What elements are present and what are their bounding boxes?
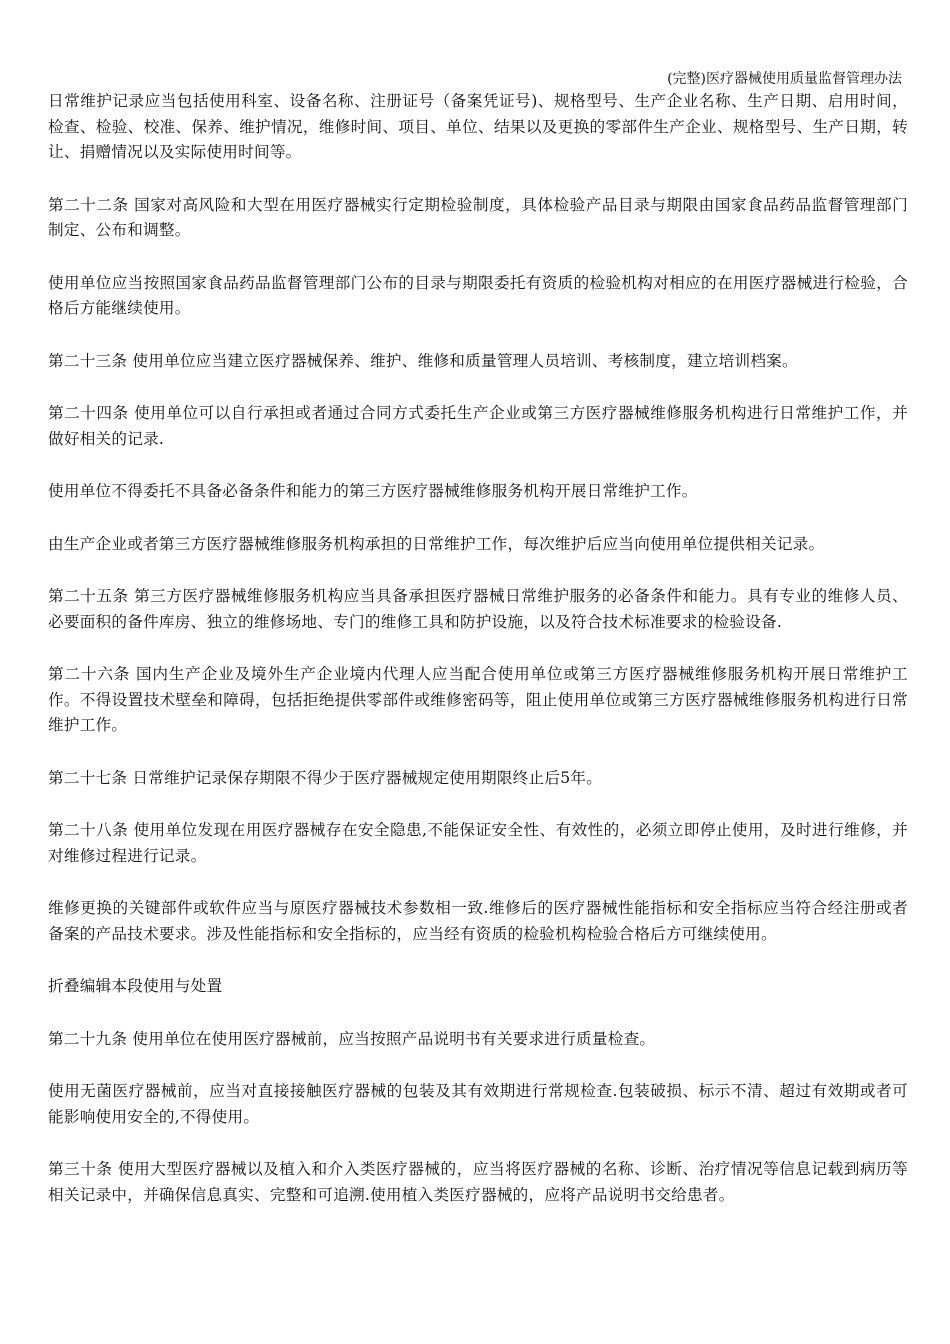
article-26: 第二十六条 国内生产企业及境外生产企业境内代理人应当配合使用单位或第三方医疗器械维修服务机构开展日常维护工作。不得设置技术壁垒和障碍，包括拒绝提供零部件或维修密码等，阻止使用单位或第三方医疗器械维修服务机构进行日常维护工作。 [48, 665, 908, 734]
article-23: 第二十三条 使用单位应当建立医疗器械保养、维护、维修和质量管理人员培训、考核制度，建立培训档案。 [48, 351, 798, 370]
article-29: 第二十九条 使用单位在使用医疗器械前，应当按照产品说明书有关要求进行质量检查。 [48, 1029, 656, 1048]
paragraph-maintenance-record-contents: 日常维护记录应当包括使用科室、设备名称、注册证号（备案凭证号)、规格型号、生产企业名称、生产日期、启用时间，检查、检验、校准、保养、维护情况，维修时间、项目、单位、结果以及更换的零部件生产企业、规格型号、生产日期，转让、捐赠情况以及实际使用时间等。 [48, 92, 908, 161]
article-22: 第二十二条 国家对高风险和大型在用医疗器械实行定期检验制度，具体检验产品目录与期限由国家食品药品监督管理部门制定、公布和调整。 [48, 195, 908, 239]
paragraph-sterile-device-check: 使用无菌医疗器械前，应当对直接接触医疗器械的包装及其有效期进行常规检查.包装破损、标示不清、超过有效期或者可能影响使用安全的,不得使用。 [48, 1082, 908, 1126]
paragraph-periodic-inspection: 使用单位应当按照国家食品药品监督管理部门公布的目录与期限委托有资质的检验机构对相应的在用医疗器械进行检验，合格后方能继续使用。 [48, 273, 908, 317]
running-header: (完整)医疗器械使用质量监督管理办法 [667, 71, 902, 87]
article-30: 第三十条 使用大型医疗器械以及植入和介入类医疗器械的，应当将医疗器械的名称、诊断、治疗情况等信息记载到病历等相关记录中，并确保信息真实、完整和可追溯.使用植入类医疗器械的，应将产品说明书交给患者。 [48, 1160, 908, 1204]
article-24: 第二十四条 使用单位可以自行承担或者通过合同方式委托生产企业或第三方医疗器械维修服务机构进行日常维护工作，并做好相关的记录. [48, 404, 908, 448]
document-body [48, 89, 908, 1235]
article-27: 第二十七条 日常维护记录保存期限不得少于医疗器械规定使用期限终止后5年。 [48, 768, 603, 787]
section-heading-use-and-disposal: 折叠编辑本段使用与处置 [48, 977, 223, 995]
paragraph-maintenance-records-provided: 由生产企业或者第三方医疗器械维修服务机构承担的日常维护工作，每次维护后应当向使用单位提供相关记录。 [48, 534, 825, 553]
article-25: 第二十五条 第三方医疗器械维修服务机构应当具备承担医疗器械日常维护服务的必备条件和能力。具有专业的维修人员、必要面积的备件库房、独立的维修场地、专门的维修工具和防护设施，以及符合技术标准要求的检验设备. [48, 587, 908, 631]
article-28: 第二十八条 使用单位发现在用医疗器械存在安全隐患,不能保证安全性、有效性的，必须立即停止使用，及时进行维修，并对维修过程进行记录。 [48, 821, 908, 865]
paragraph-no-unqualified-third-party: 使用单位不得委托不具备必备条件和能力的第三方医疗器械维修服务机构开展日常维护工作。 [48, 482, 698, 500]
paragraph-replacement-parts: 维修更换的关键部件或软件应当与原医疗器械技术参数相一致.维修后的医疗器械性能指标和安全指标应当符合经注册或者备案的产品技术要求。涉及性能指标和安全指标的，应当经有资质的检验机构检验合格后方可继续使用。 [48, 899, 908, 943]
